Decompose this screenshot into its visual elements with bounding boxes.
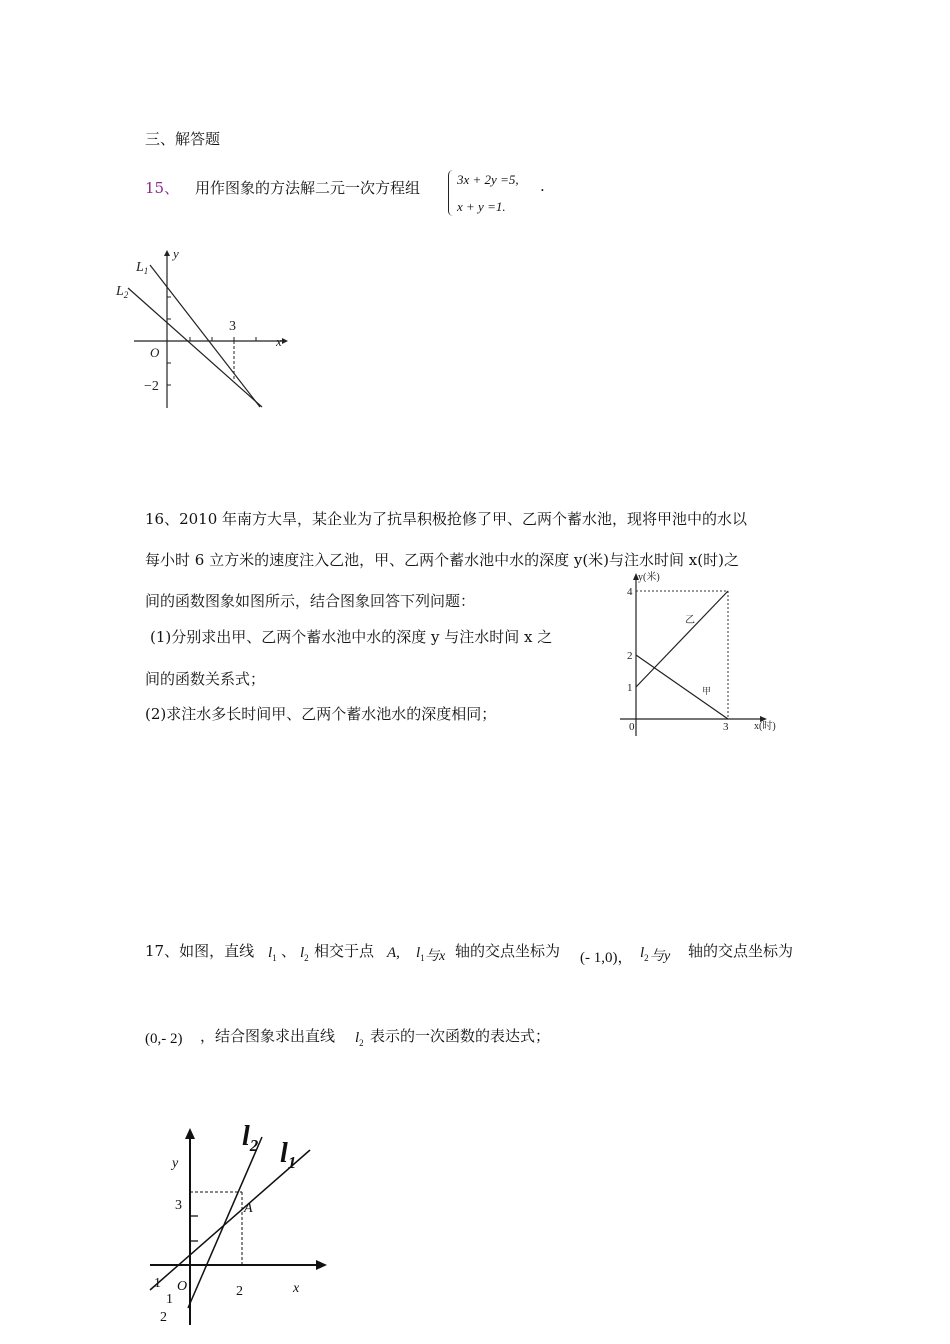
q16-subquestion-1a: (1)分别求出甲、乙两个蓄水池中水的深度 y 与注水时间 x 之 [150,628,553,646]
q17-label-l1: $l_1$ [280,1138,297,1172]
q15-label-L1: $L_1$ [136,260,149,276]
section-title: 三、解答题 [145,130,221,148]
q16-tick-2: 2 [627,650,633,662]
q17-point-a: A, [387,945,400,961]
q16-y-axis-label: y(米) [638,572,660,583]
q17-figure [140,1115,340,1340]
q16-subquestion-2: (2)求注水多长时间甲、乙两个蓄水池水的深度相同； [145,705,497,723]
q17-x-arrow [316,1260,327,1270]
q17-label-x: x [293,1281,300,1296]
q16-line-3: 间的函数图象如图所示，结合图象回答下列问题： [145,592,476,610]
q16-line-jia [636,655,728,719]
q17-text-5: ，结合图象求出直线 [200,1027,336,1045]
q17-y-arrow [185,1128,195,1139]
q15-label-y: y [173,246,179,261]
q15-system-brace [448,170,453,216]
q17-with-y: 与y [650,949,671,964]
q15-text: 用作图象的方法解二元一次方程组 [195,179,421,197]
q17-label-3: 3 [175,1198,182,1213]
q17-separator: 、 [281,942,297,960]
q17-l1: $l_1$ [268,945,277,963]
q15-equation-2: x + y =1. [457,199,506,214]
q17-coord-2: (0,- 2) [145,1031,183,1047]
q17-text-4: 轴的交点坐标为 [688,942,794,960]
q17-with-x: 与x [425,949,446,964]
q17-l2: $l_2$ [300,945,309,963]
q17-text-3: 轴的交点坐标为 [455,942,561,960]
q17-label-origin: O [177,1279,188,1294]
q15-number: 15、 [145,179,180,197]
q17-text-6: 表示的一次函数的表达式； [370,1027,551,1045]
q17-label-a: A [244,1201,253,1216]
q16-x-axis-label: x(时) [754,721,776,732]
q17-line-l1 [150,1150,310,1290]
q16-tick-0: 0 [629,721,635,733]
q17-label-neg1-a: 1 [154,1276,161,1291]
q15-label-3: 3 [229,319,236,334]
q15-label-neg2: −2 [144,379,159,394]
q16-label-jia: 甲 [702,686,712,696]
q16-line-yi [636,591,728,687]
q16-line-1: 16、2010 年南方大旱，某企业为了抗旱积极抢修了甲、乙两个蓄水池，现将甲池中的水以 [145,510,748,528]
q17-l1-again: $l_1$ [416,945,425,963]
q16-tick-1: 1 [627,682,633,694]
q17-l2-again: $l_2$ [640,945,649,963]
q17-label-neg1-b: 1 [166,1292,173,1307]
q15-y-arrow [164,250,170,256]
q17-l2-third: $l_2$ [355,1030,364,1048]
q15-period: . [540,177,545,195]
q16-tick-3: 3 [723,721,729,733]
q15-label-origin: O [150,345,160,360]
q15-label-x: x [276,334,282,349]
q16-label-yi: 乙 [685,615,695,626]
q17-label-y: y [172,1156,179,1171]
q16-figure [612,568,792,743]
q15-figure [110,240,300,415]
q15-x-arrow [282,338,288,344]
q17-label-l2: $l_2$ [242,1121,259,1155]
q17-label-neg2: 2 [160,1310,167,1325]
q17-text-2: 相交于点 [314,942,375,960]
q17-label-2: 2 [236,1284,243,1299]
q16-subquestion-1b: 间的函数关系式； [145,670,266,688]
q15-equation-1: 3x + 2y =5, [457,172,519,187]
q17-text-1: 17、如图，直线 [145,942,255,960]
q16-line-2: 每小时 6 立方米的速度注入乙池，甲、乙两个蓄水池中水的深度 y(米)与注水时间 x(时)之 [145,551,739,569]
q17-line-l2 [188,1137,262,1308]
q16-tick-4: 4 [627,586,633,598]
q15-label-L2: $L_2$ [116,284,129,300]
q17-coord-1: (- 1,0)， [580,950,633,966]
